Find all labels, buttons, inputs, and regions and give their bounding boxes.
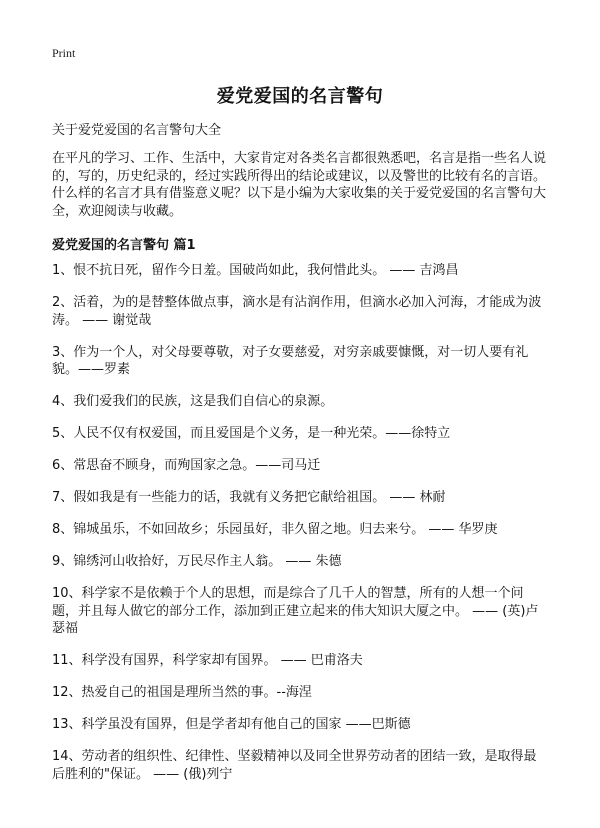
quote-item: 6、常思奋不顾身，而殉国家之急。——司马迁 [52,458,321,473]
quote-item: 4、我们爱我们的民族，这是我们自信心的泉源。 [52,394,334,409]
quote-item: 1、恨不抗日死，留作今日羞。国破尚如此，我何惜此头。 —— 吉鸿昌 [52,263,459,278]
quote-item: 12、热爱自己的祖国是理所当然的事。--海涅 [52,685,312,700]
quote-item: 13、科学虽没有国界，但是学者却有他自己的国家 ——巴斯德 [52,717,411,732]
intro-paragraph: 在平凡的学习、工作、生活中，大家肯定对各类名言都很熟悉吧，名言是指一些名人说的，写的，历史纪录的，经过实践所得出的结论或建议，以及警世的比较有名的言语。什么样的名言才具有借鉴意义呢？以下是小编为大家收集的关于爱党爱国的名言警句大全，欢迎阅读与收藏。 [52,151,547,219]
quote-item: 14、劳动者的组织性、纪律性、坚毅精神以及同全世界劳动者的团结一致，是取得最后胜利的"保证。 —— (俄)列宁 [52,749,537,782]
page-title: 爱党爱国的名言警句 [216,86,384,107]
quote-item: 7、假如我是有一些能力的话，我就有义务把它献给祖国。 —— 林耐 [52,490,446,505]
section-heading: 爱党爱国的名言警句 篇1 [52,238,196,253]
document-subtitle: 关于爱党爱国的名言警句大全 [52,123,222,138]
quote-item: 10、科学家不是依赖于个人的思想，而是综合了几千人的智慧，所有的人想一个问题，并且每人做它的部分工作，添加到正建立起来的伟大知识大厦之中。 —— (英)卢瑟福 [52,586,539,636]
quote-item: 2、活着，为的是替整体做点事，滴水是有沾润作用，但滴水必加入河海，才能成为波涛。 —— 谢觉哉 [52,295,542,328]
quote-item: 9、锦绣河山收拾好，万民尽作主人翁。 —— 朱德 [52,554,342,569]
quote-item: 8、锦城虽乐，不如回故乡；乐园虽好，非久留之地。归去来兮。 —— 华罗庚 [52,522,498,537]
quote-item: 11、科学没有国界，科学家却有国界。 —— 巴甫洛夫 [52,653,363,668]
quote-item: 3、作为一个人，对父母要尊敬，对子女要慈爱，对穷亲戚要慷慨，对一切人要有礼貌。——罗素 [52,344,529,377]
quote-item: 5、人民不仅有权爱国，而且爱国是个义务，是一种光荣。——徐特立 [52,426,451,441]
print-link[interactable]: Print [52,46,76,60]
quote-list [52,262,548,798]
